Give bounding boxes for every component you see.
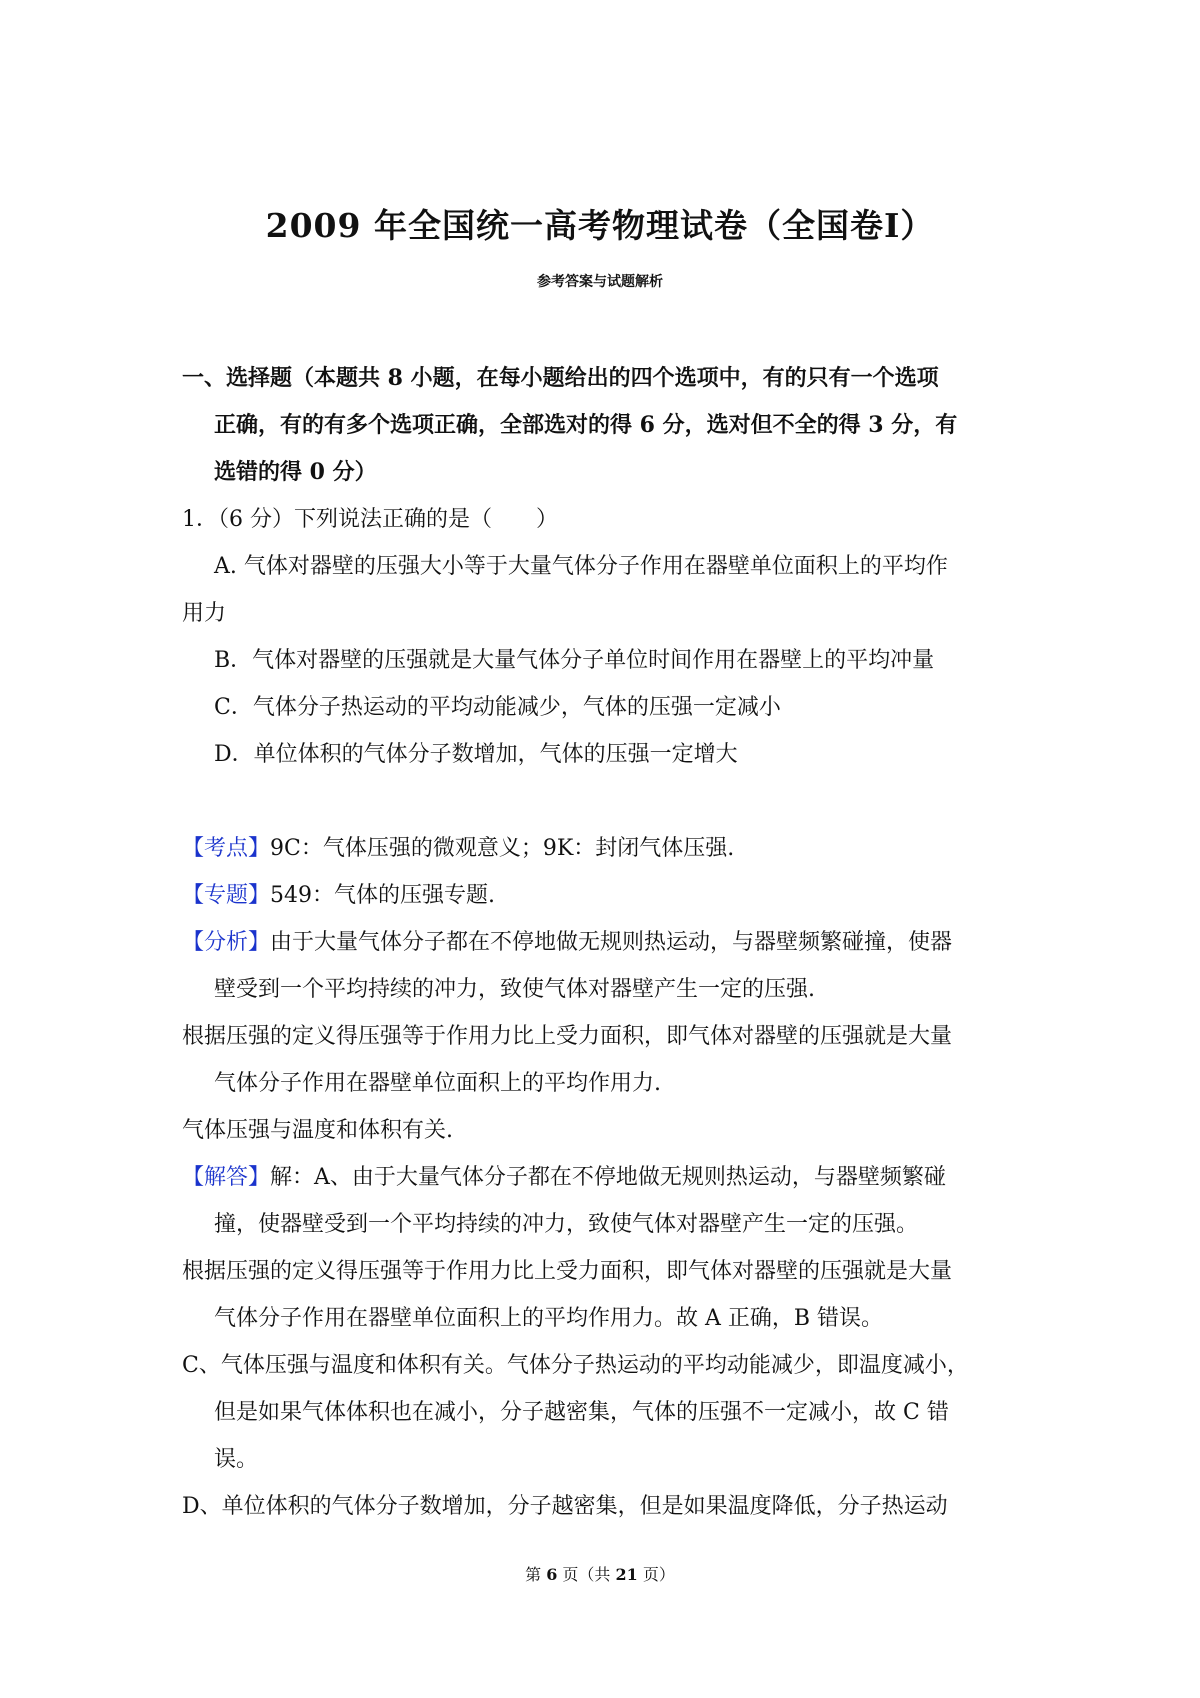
jieda-line-4: 气体分子作用在器壁单位面积上的平均作用力。故 A 正确，B 错误。	[214, 1306, 884, 1331]
footer-total-pages: 21	[615, 1565, 638, 1584]
jieda-line-2: 撞，使器壁受到一个平均持续的冲力，致使气体对器壁产生一定的压强。	[214, 1212, 919, 1237]
jieda-line-3: 根据压强的定义得压强等于作用力比上受力面积，即气体对器壁的压强就是大量	[182, 1259, 953, 1284]
jieda-line-5: C、气体压强与温度和体积有关。气体分子热运动的平均动能减少，即温度减小，	[182, 1353, 969, 1378]
jieda-line-7: 误。	[214, 1447, 259, 1472]
footer-middle: 页（共	[557, 1565, 616, 1584]
fenxi-text-1: 由于大量气体分子都在不停地做无规则热运动，与器壁频繁碰撞，使器	[270, 930, 953, 955]
page-subtitle: 参考答案与试题解析	[537, 274, 663, 290]
page-title: 2009 年全国统一高考物理试卷（全国卷Ⅰ）	[265, 206, 935, 245]
kaodian-line	[182, 825, 1022, 872]
kaodian-tag: 【考点】	[182, 836, 271, 861]
zhuanti-line	[182, 872, 1022, 919]
fenxi-tag: 【分析】	[182, 930, 271, 955]
option-d: D．单位体积的气体分子数增加，气体的压强一定增大	[214, 742, 738, 767]
jieda-tag: 【解答】	[182, 1165, 271, 1190]
footer-prefix: 第	[525, 1565, 547, 1584]
fenxi-line-4: 气体分子作用在器壁单位面积上的平均作用力.	[214, 1071, 661, 1096]
jieda-text-1: 解：A、由于大量气体分子都在不停地做无规则热运动，与器壁频繁碰	[270, 1165, 946, 1190]
zhuanti-tag: 【专题】	[182, 883, 271, 908]
page-footer	[0, 1562, 1200, 1585]
footer-page-number: 6	[546, 1565, 558, 1584]
option-b: B．气体对器壁的压强就是大量气体分子单位时间作用在器壁上的平均冲量	[214, 648, 935, 673]
question-stem: 1．（6 分）下列说法正确的是（ ）	[182, 507, 558, 532]
spacer	[182, 778, 1022, 825]
option-a-line-2: 用力	[182, 601, 227, 626]
section-heading-line-3: 选错的得 0 分）	[214, 459, 377, 485]
option-c: C．气体分子热运动的平均动能减少，气体的压强一定减小	[214, 695, 781, 720]
main-content	[182, 355, 1022, 1530]
jieda-line-1	[182, 1154, 1022, 1201]
option-a-line-1: A. 气体对器壁的压强大小等于大量气体分子作用在器壁单位面积上的平均作	[214, 554, 948, 579]
fenxi-line-2: 壁受到一个平均持续的冲力，致使气体对器壁产生一定的压强.	[214, 977, 815, 1002]
jieda-line-6: 但是如果气体体积也在减小，分子越密集，气体的压强不一定减小，故 C 错	[214, 1400, 949, 1425]
fenxi-line-5: 气体压强与温度和体积有关.	[182, 1118, 453, 1143]
section-heading-line-1: 一、选择题（本题共 8 小题，在每小题给出的四个选项中，有的只有一个选项	[182, 365, 939, 391]
footer-suffix: 页）	[637, 1565, 675, 1584]
section-heading-line-2: 正确，有的有多个选项正确，全部选对的得 6 分，选对但不全的得 3 分，有	[214, 412, 958, 438]
fenxi-line-1	[182, 919, 1022, 966]
jieda-line-8: D、单位体积的气体分子数增加，分子越密集，但是如果温度降低，分子热运动	[182, 1494, 948, 1519]
fenxi-line-3: 根据压强的定义得压强等于作用力比上受力面积，即气体对器壁的压强就是大量	[182, 1024, 953, 1049]
kaodian-text: 9C：气体压强的微观意义；9K：封闭气体压强.	[270, 836, 735, 861]
zhuanti-text: 549：气体的压强专题.	[270, 883, 496, 908]
